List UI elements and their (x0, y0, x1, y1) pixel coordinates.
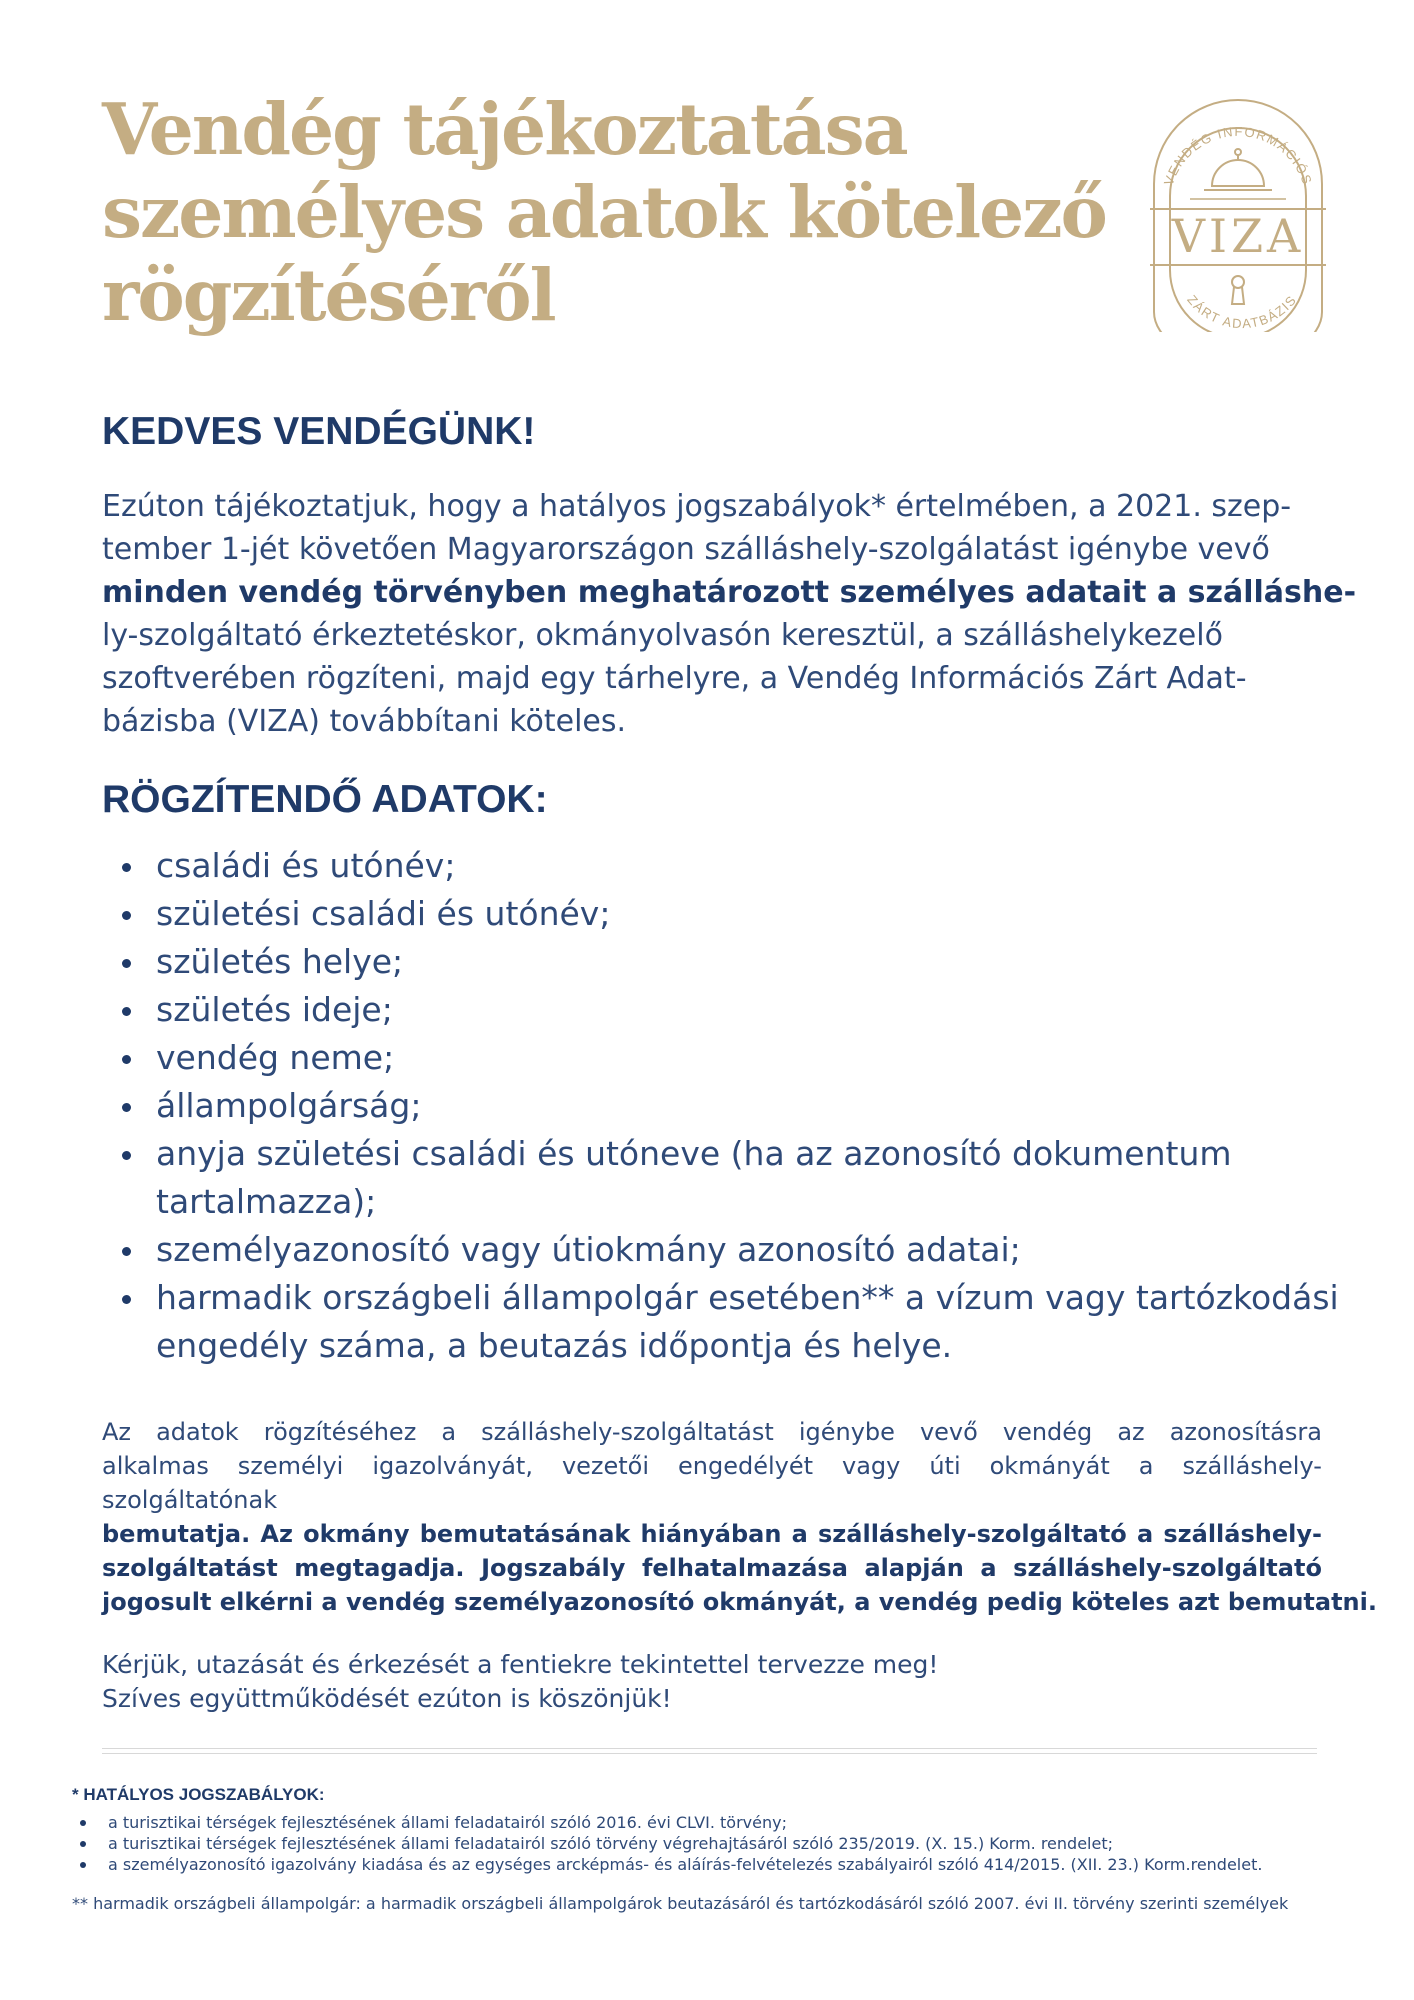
intro-line: tember 1-jét követően Magyarországon szálláshely-szolgálatást igénybe vevő (102, 532, 1270, 567)
list-item: családi és utónév; (116, 842, 1316, 890)
list-item: személyazonosító vagy útiokmány azonosító adatai; (116, 1226, 1316, 1274)
greeting-heading: KEDVES VENDÉGÜNK! (102, 410, 536, 453)
title-line-1: Vendég tájékoztatása (102, 87, 907, 171)
doc-line: Az adatok rögzítéséhez a szálláshely-szolgáltatást igénybe vevő vendég az azonosításra (102, 1418, 1322, 1446)
laws-heading: * HATÁLYOS JOGSZABÁLYOK: (72, 1785, 325, 1804)
document-requirement-paragraph (102, 1415, 1377, 1619)
logo-arc-top: VENDÉG INFORMÁCIÓS (1160, 123, 1316, 188)
required-data-list (116, 842, 1339, 1370)
intro-paragraph (102, 485, 1357, 743)
keyhole-icon (1232, 276, 1244, 304)
doc-bold-line: bemutatja. Az okmány bemutatásának hiányában a szálláshely-szolgáltató a szálláshely- (102, 1520, 1322, 1548)
title-line-3: rögzítéséről (102, 253, 555, 337)
doc-bold-line: jogosult elkérni a vendég személyazonosító okmányát, a vendég pedig köteles azt bemutatni. (102, 1588, 1377, 1616)
closing-line: Szíves együttműködését ezúton is köszönjük! (102, 1684, 672, 1713)
law-item: a turisztikai térségek fejlesztésének állami feladatairól szóló törvény végrehajtásáról szóló 235/2019. (X. 15.) Korm. rendelet; (80, 1833, 1340, 1854)
list-item: harmadik országbeli állampolgár esetében** a vízum vagy tartózkodási engedély száma, a beutazás időpontja és helye. (116, 1274, 1316, 1370)
list-item: születési családi és utónév; (116, 890, 1316, 938)
list-item: születés helye; (116, 938, 1316, 986)
logo-arc-bottom: ZÁRT ADATBÁZIS (1184, 292, 1300, 332)
doc-line: alkalmas személyi igazolványát, vezetői engedélyét vagy úti okmányát a szálláshely- (102, 1452, 1322, 1480)
laws-list (80, 1812, 1340, 1875)
required-data-heading: RÖGZÍTENDŐ ADATOK: (102, 778, 548, 821)
law-item: a személyazonosító igazolvány kiadása és az egységes arcképmás- és aláírás-felvételezés szabályairól szóló 414/2015. (XII. 23.) Korm.rendelet. (80, 1854, 1340, 1875)
list-item: állampolgárság; (116, 1082, 1316, 1130)
viza-logo (1150, 92, 1326, 332)
intro-bold-line: minden vendég törvényben meghatározott személyes adatait a szálláshe- (102, 575, 1357, 610)
law-item: a turisztikai térségek fejlesztésének állami feladatairól szóló 2016. évi CLVI. törvény; (80, 1812, 1340, 1833)
intro-line: szoftverében rögzíteni, majd egy tárhelyre, a Vendég Információs Zárt Adat- (102, 661, 1247, 696)
list-item: anyja születési családi és utóneve (ha az azonosító dokumentum tartalmazza); (116, 1130, 1316, 1226)
document-title (102, 87, 1106, 337)
list-item: születés ideje; (116, 986, 1316, 1034)
logo-name: VIZA (1171, 209, 1305, 263)
intro-line: bázisba (VIZA) továbbítani köteles. (102, 704, 627, 739)
footnote: ** harmadik országbeli állampolgár: a harmadik országbeli állampolgárok beutazásáról és tartózkodásáról szóló 2007. évi II. törvény szerinti személyek (72, 1894, 1289, 1913)
list-item: vendég neme; (116, 1034, 1316, 1082)
doc-bold-line: szolgáltatást megtagadja. Jogszabály felhatalmazása alapján a szálláshely-szolgáltató (102, 1554, 1322, 1582)
doc-line: szolgáltatónak (102, 1486, 278, 1514)
intro-line: Ezúton tájékoztatjuk, hogy a hatályos jogszabályok* értelmében, a 2021. szep- (102, 489, 1292, 524)
svg-text:ZÁRT ADATBÁZIS (1184, 292, 1299, 331)
closing-text (102, 1648, 938, 1716)
intro-line: ly-szolgáltató érkeztetéskor, okmányolvasón keresztül, a szálláshelykezelő (102, 618, 1223, 653)
title-line-2: személyes adatok kötelező (102, 170, 1106, 254)
divider (102, 1748, 1317, 1754)
closing-line: Kérjük, utazását és érkezését a fentiekre tekintettel tervezze meg! (102, 1650, 939, 1679)
intro-line (102, 571, 1357, 614)
